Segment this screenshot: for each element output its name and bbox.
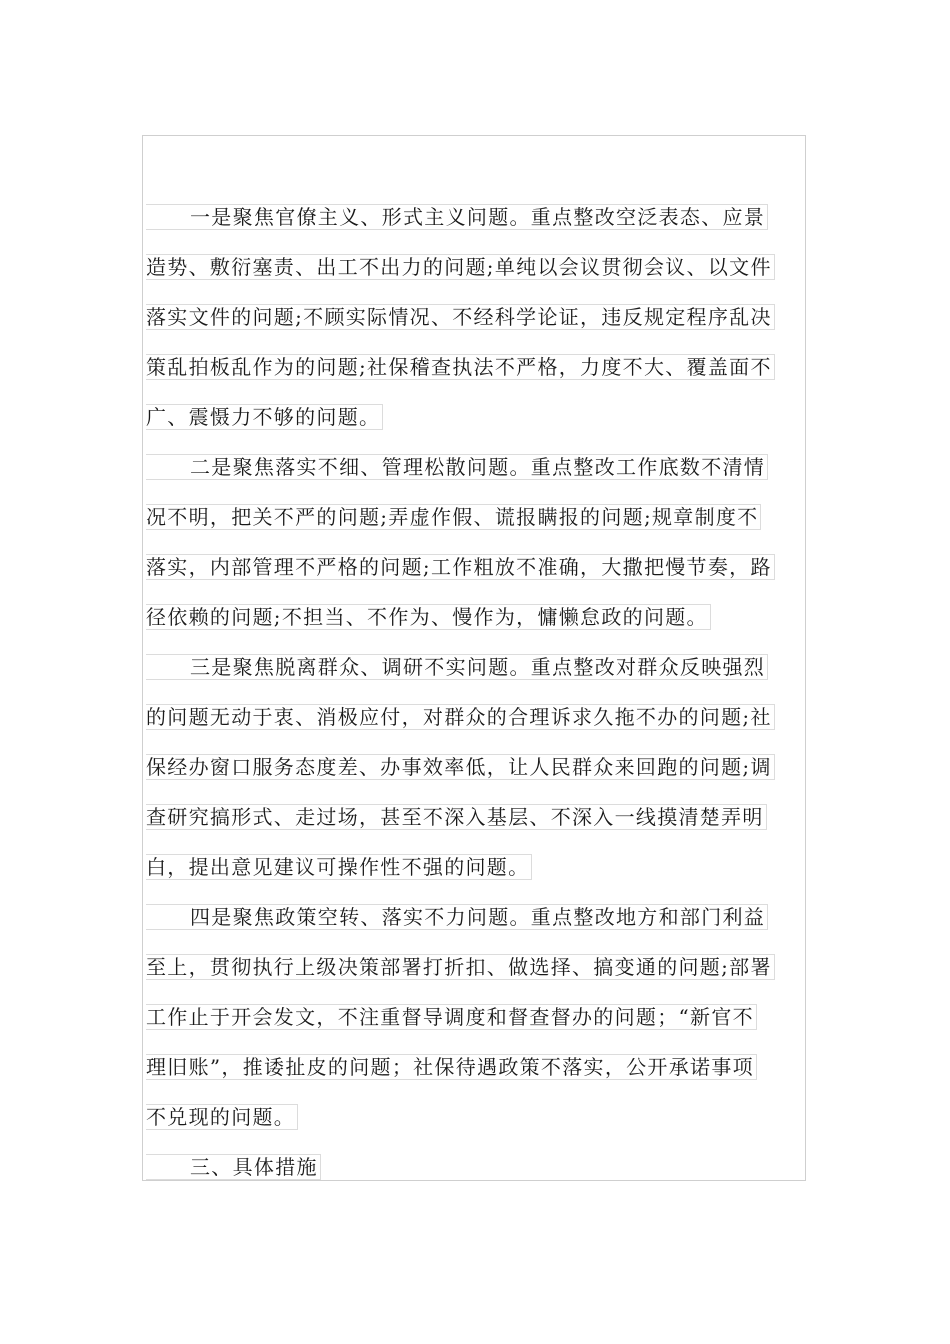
text-line: 落实文件的问题;不顾实际情况、不经科学论证，违反规定程序乱决 bbox=[146, 290, 806, 340]
heading-line: 三、具体措施 bbox=[146, 1140, 806, 1190]
text-line: 径依赖的问题;不担当、不作为、慢作为，慵懒怠政的问题。 bbox=[146, 590, 806, 640]
paragraph-2 bbox=[146, 440, 806, 640]
text-line: 况不明，把关不严的问题;弄虚作假、谎报瞒报的问题;规章制度不 bbox=[146, 490, 806, 540]
text-line: 至上，贯彻执行上级决策部署打折扣、做选择、搞变通的问题;部署 bbox=[146, 940, 806, 990]
text-line: 理旧账”，推诿扯皮的问题；社保待遇政策不落实，公开承诺事项 bbox=[146, 1040, 806, 1090]
text-line: 的问题无动于衷、消极应付，对群众的合理诉求久拖不办的问题;社 bbox=[146, 690, 806, 740]
text-line: 一是聚焦官僚主义、形式主义问题。重点整改空泛表态、应景 bbox=[146, 190, 806, 240]
document-body bbox=[146, 190, 806, 1190]
section-heading bbox=[146, 1140, 806, 1190]
text-line: 落实，内部管理不严格的问题;工作粗放不准确，大撒把慢节奏，路 bbox=[146, 540, 806, 590]
text-line: 白，提出意见建议可操作性不强的问题。 bbox=[146, 840, 806, 890]
text-line: 三是聚焦脱离群众、调研不实问题。重点整改对群众反映强烈 bbox=[146, 640, 806, 690]
text-line: 查研究搞形式、走过场，甚至不深入基层、不深入一线摸清楚弄明 bbox=[146, 790, 806, 840]
text-line: 工作止于开会发文，不注重督导调度和督查督办的问题；“新官不 bbox=[146, 990, 806, 1040]
text-line: 不兑现的问题。 bbox=[146, 1090, 806, 1140]
paragraph-4 bbox=[146, 890, 806, 1140]
text-line: 造势、敷衍塞责、出工不出力的问题;单纯以会议贯彻会议、以文件 bbox=[146, 240, 806, 290]
text-line: 广、震慑力不够的问题。 bbox=[146, 390, 806, 440]
text-line: 四是聚焦政策空转、落实不力问题。重点整改地方和部门利益 bbox=[146, 890, 806, 940]
text-line: 二是聚焦落实不细、管理松散问题。重点整改工作底数不清情 bbox=[146, 440, 806, 490]
paragraph-1 bbox=[146, 190, 806, 440]
text-line: 策乱拍板乱作为的问题;社保稽查执法不严格，力度不大、覆盖面不 bbox=[146, 340, 806, 390]
paragraph-3 bbox=[146, 640, 806, 890]
text-line: 保经办窗口服务态度差、办事效率低，让人民群众来回跑的问题;调 bbox=[146, 740, 806, 790]
